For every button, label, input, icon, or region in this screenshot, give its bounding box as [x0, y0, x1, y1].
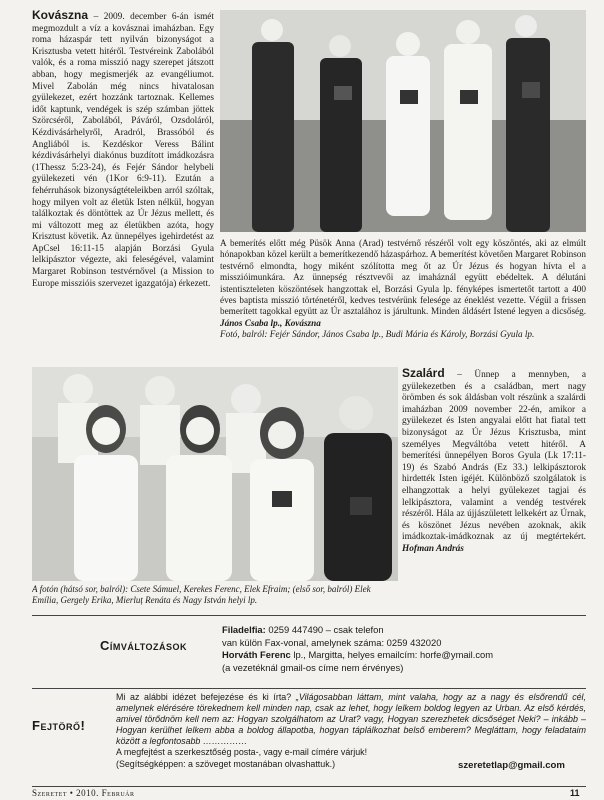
page-number: 11 — [570, 788, 580, 798]
puzzle-quote: „Világosabban láttam, mint valaha, hogy az a nagy és elsőrendű cél, amelynek elérésére törekednem kell minden nap, csak az lehet, hogy lelkem boldog legyen az Urban. Az első kérdés, amivel törődnöm kell nem az: Hogyan szolgálhatom az Urat? vagy, Hogyan szerezhetek dicsőséget Neki? – inkább – Hogyan kerülhet lelkem abba a boldog állapotba, hogyan táplálkozhat belső emberem? Megláttam, hogy feladataim között a legfontosabb …………… — [116, 692, 586, 747]
szalard-caption-text: A fotón (hátsó sor, balról): Csete Sámuel, Kerekes Ferenc, Elek Efraim; (első sor, balról) Elek Emília, Gergely Erika, Mierluț Renáta és Nagy István helyi lp. — [32, 584, 371, 605]
szalard-text — [402, 368, 586, 556]
szalard-signature: Hofman András — [402, 543, 464, 554]
kovaszna-article — [32, 10, 214, 360]
address-change-details — [222, 624, 586, 674]
address-change-section — [32, 620, 586, 690]
puzzle-instructions: A megfejtést a szerkesztőség posta-, vagy e-mail címére várjuk! — [116, 747, 368, 758]
address-line-4: (a vezetéknál gmail-os címe nem érvényes) — [222, 661, 404, 673]
address-change-title: Címváltozások — [100, 638, 188, 653]
kovaszna-caption — [220, 238, 586, 362]
kovaszna-caption-text: A bemerítés előtt még Püsök Anna (Arad) testvérnő részéről volt egy köszöntés, aki az elmúlt hónapokban közel került a bemerítkezendő házaspárhoz. A bemerítést követően Margaret Robinson testvérnő elmondta, hogy miként szólította meg őt az Úr Jézus és hogyan hívta el a misszióimunkára. Az ünnepség résztvevői az imaháznál együtt ebédeltek. A délutáni istentiszteleten köszöntések hangzottak el, Borzási Gyula lp. fényképes ismertetőt tartott a 400 éves baptista misszió történetéről, kedves testvérünk felesége az éneklést vezette. Végül a frissen bemerített tagokkal együtt az Úr asztalához is járultunk. Minden áldásért Istené legyen a dicsőség. — [220, 238, 586, 317]
address-line-1: Filadelfia: 0259 447490 – csak telefon — [222, 624, 384, 635]
puzzle-email: szeretetlap@gmail.com — [458, 760, 565, 771]
szalard-caption — [32, 584, 382, 610]
puzzle-hint: (Segítségképpen: a szöveget mostanában olvashattuk.) — [116, 758, 336, 769]
szalard-article — [402, 368, 586, 608]
puzzle-body — [116, 692, 586, 770]
kovaszna-heading: Kovászna — [32, 10, 89, 22]
kovaszna-body: – 2009. december 6-án ismét megmozdult a víz a kovásznai imaházban. Egy roma házaspár tett nyilván bizonyságot a Krisztusba vetett hitéről. Testvéreink Zabolából valók, és a roma misszió nagy szerepet játszott abban, hogy megismerjék az evangéliumot. Mivel Zabolán még nincs hivatalosan gyülekezet, ezért hozzánk tartoznak. Kellemes időt kaptunk, vendégek is szép számban jöttek Szörcséről, Zabolából, Páváról, Ozsdoláról, Kézdivásárhelyről, Aradról, Brassóból és Angliából is. Kezdéskor Veress Bálint kézdivásárhelyi diakónus buzdított imádkozásra (1Thessz 5:23-24), és Fejér Sándor helybeli gyülekezeti vén (1Kor 6:9-11). Ezután a fehérruhások bizonyságtételeikben arról szóltak, hogy milyen volt az életük Isten nélkül, hogyan találkoztak és döntöttek az Úr Jézus mellett, és mi változott meg az életükben azóta, hogy Krisztust követik. Az ünnepélyes igehirdetést az ApCsel 16:11-15 alapján Borzási Gyula lelkipásztor végezte, aki feleségével, valamint Margaret Robinson testvérnővel (a Mission to Europe misszióis szervezet igazgatója) érkezett. — [32, 12, 214, 289]
footer-publication: Szeretet • 2010. Február — [32, 788, 135, 798]
kovaszna-text — [32, 10, 214, 290]
szalard-body: – Ünnep a mennyben, a gyülekezetben és a családban, mert nagy örömben és sok áldásban volt részünk a szalárdi imaházban 2009 november 22-én, amikor a gyülekezet és Isten angyalai előtt hat fiatal tett bizonyságot az Úr Jézus Krisztusba, mint személyes Megváltóba vetett hitéről. A bemerítési ünnepélyen Boros Gyula (Lk 17:11-19) és Szabó András (Ez 33.) lelkipásztorok hirdették Isten igéjét. Különböző szolgálatok is elhangzottak a helyi gyülekezet tagjai és lelkipásztora, valamint a vendég testvérek részéről. Hála az újjászületett lelkekért az Úrnak, és köszönet Jézus nevében azoknak, akik imádkoztak-imádkoznak az új megtértekért. — [402, 370, 586, 543]
kovaszna-signature: János Csaba lp., Kovászna — [220, 317, 321, 328]
puzzle-section — [32, 692, 586, 784]
address-line-3: Horváth Ferenc lp., Margitta, helyes emailcím: horfe@ymail.com — [222, 649, 494, 661]
szalard-heading: Szalárd — [402, 368, 445, 380]
footer-rule — [32, 786, 586, 787]
section-divider-2 — [32, 688, 586, 689]
puzzle-title: Fejtörő! — [32, 718, 86, 733]
section-divider — [32, 615, 586, 616]
kovaszna-photo-credit: Fotó, balról: Fejér Sándor, János Csaba lp., Budi Mária és Károly, Borzási Gyula lp. — [220, 329, 535, 340]
puzzle-question: Mi az alábbi idézet befejezése és ki írta? — [116, 692, 292, 702]
szalard-photo — [32, 367, 398, 581]
address-line-2: van külön Fax-vonal, amelynek száma: 0259 432020 — [222, 636, 442, 648]
kovaszna-photo — [220, 10, 586, 232]
